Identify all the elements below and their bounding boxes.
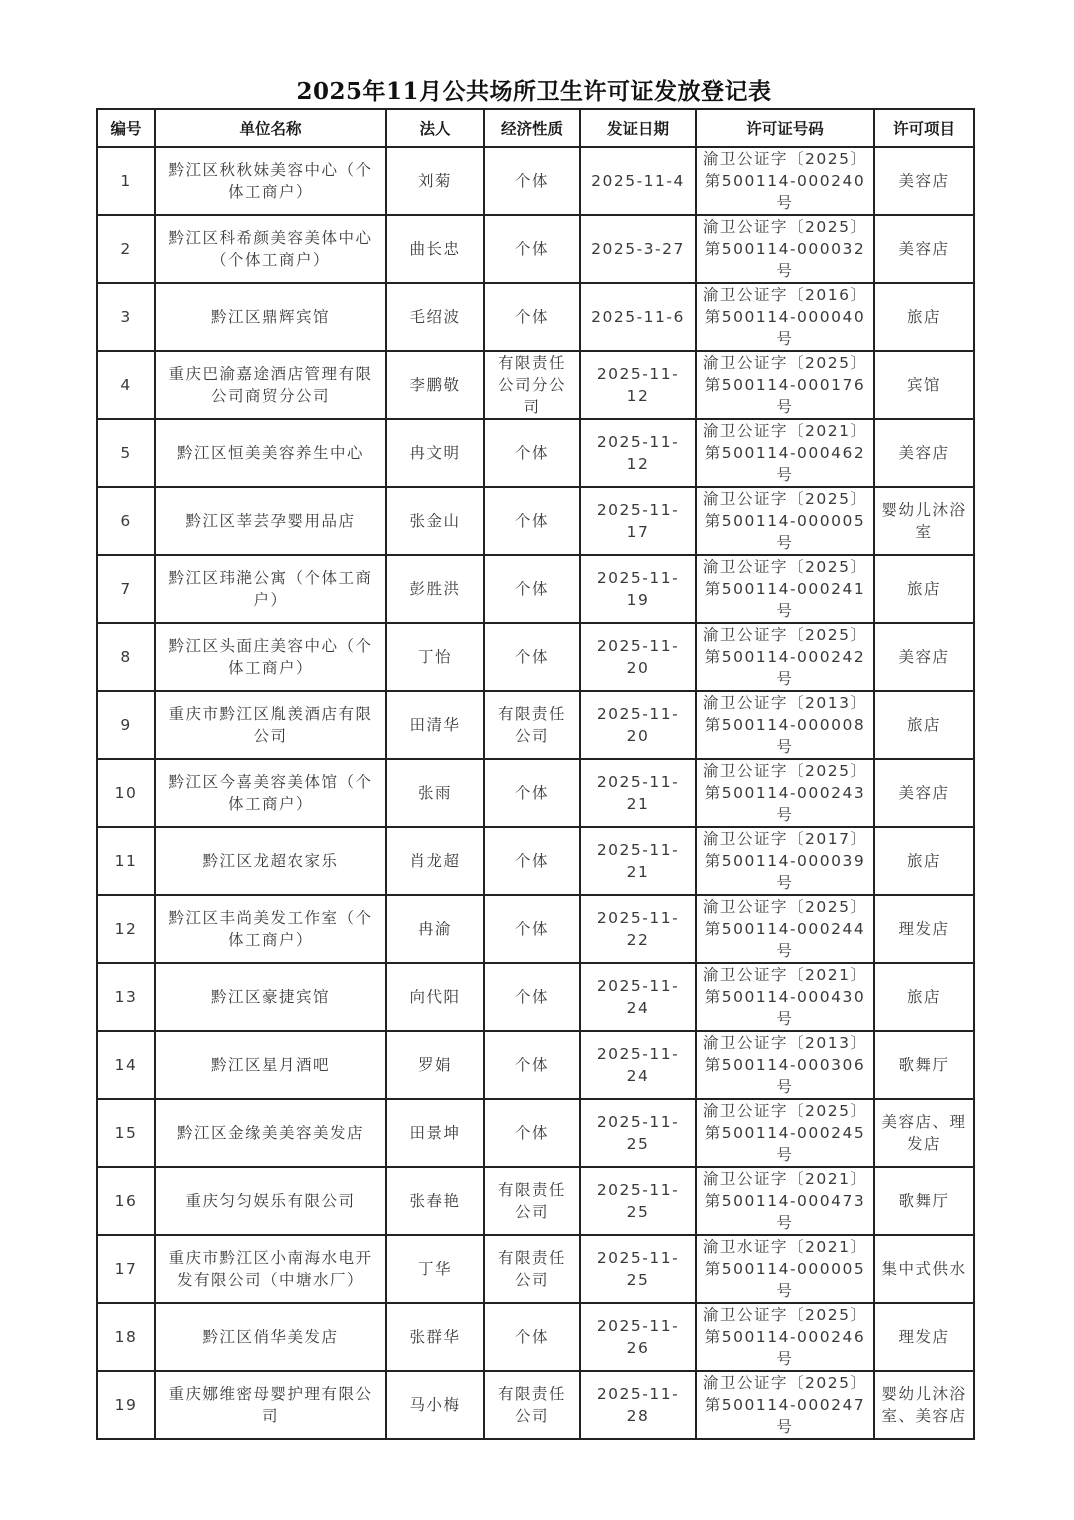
license-prefix: 渝卫公证字〔2021〕: [703, 966, 868, 984]
license-serial: 第500114-000306号: [704, 1056, 866, 1096]
license-number: [696, 1303, 874, 1371]
table-row: [97, 147, 974, 215]
table-body: [97, 147, 974, 1439]
license-prefix: 渝卫公证字〔2025〕: [703, 150, 868, 168]
row-number: 11: [97, 827, 155, 895]
unit-name: 黔江区恒美美容养生中心: [155, 419, 386, 487]
permit-item: 旅店: [874, 283, 974, 351]
issue-date: 2025-11-6: [580, 283, 696, 351]
license-serial: 第500114-000005号: [704, 1260, 866, 1300]
license-serial: 第500114-000244号: [704, 920, 866, 960]
issue-date: 2025-11-20: [580, 623, 696, 691]
col-header-license-number: 许可证号码: [696, 109, 874, 147]
page-title: 2025年11月公共场所卫生许可证发放登记表: [296, 78, 772, 105]
unit-name: 黔江区玮滟公寓（个体工商户）: [155, 555, 386, 623]
issue-date: 2025-11-22: [580, 895, 696, 963]
table-row: [97, 1031, 974, 1099]
economic-nature: 有限责任公司分公司: [484, 351, 580, 419]
table-row: [97, 1099, 974, 1167]
row-number: 8: [97, 623, 155, 691]
economic-nature: 个体: [484, 487, 580, 555]
permit-item: 美容店: [874, 623, 974, 691]
unit-name: 黔江区头面庄美容中心（个体工商户）: [155, 623, 386, 691]
legal-person: 马小梅: [386, 1371, 484, 1439]
row-number: 7: [97, 555, 155, 623]
legal-person: 曲长忠: [386, 215, 484, 283]
col-header-number: 编号: [97, 109, 155, 147]
license-prefix: 渝卫公证字〔2013〕: [703, 1034, 868, 1052]
license-number: [696, 555, 874, 623]
license-prefix: 渝卫公证字〔2025〕: [703, 558, 868, 576]
unit-name: 重庆市黔江区小南海水电开发有限公司（中塘水厂）: [155, 1235, 386, 1303]
permit-item: 婴幼儿沐浴室: [874, 487, 974, 555]
legal-person: 李鹏敬: [386, 351, 484, 419]
license-number: [696, 419, 874, 487]
unit-name: 黔江区龙超农家乐: [155, 827, 386, 895]
license-number: [696, 351, 874, 419]
license-serial: 第500114-000241号: [704, 580, 866, 620]
permit-item: 美容店: [874, 215, 974, 283]
license-number: [696, 1099, 874, 1167]
economic-nature: 个体: [484, 147, 580, 215]
table-row: [97, 283, 974, 351]
license-prefix: 渝卫公证字〔2025〕: [703, 626, 868, 644]
table-row: [97, 895, 974, 963]
table-row: [97, 351, 974, 419]
license-number: [696, 963, 874, 1031]
row-number: 10: [97, 759, 155, 827]
issue-date: 2025-11-20: [580, 691, 696, 759]
table-row: [97, 1167, 974, 1235]
issue-date: 2025-11-28: [580, 1371, 696, 1439]
license-number: [696, 895, 874, 963]
issue-date: 2025-11-26: [580, 1303, 696, 1371]
row-number: 18: [97, 1303, 155, 1371]
economic-nature: 个体: [484, 623, 580, 691]
issue-date: 2025-3-27: [580, 215, 696, 283]
legal-person: 肖龙超: [386, 827, 484, 895]
table-row: [97, 759, 974, 827]
table-row: [97, 1371, 974, 1439]
issue-date: 2025-11-25: [580, 1235, 696, 1303]
license-prefix: 渝卫公证字〔2025〕: [703, 218, 868, 236]
legal-person: 彭胜洪: [386, 555, 484, 623]
issue-date: 2025-11-25: [580, 1099, 696, 1167]
license-serial: 第500114-000039号: [704, 852, 866, 892]
economic-nature: 个体: [484, 827, 580, 895]
license-number: [696, 691, 874, 759]
license-prefix: 渝卫公证字〔2013〕: [703, 694, 868, 712]
row-number: 6: [97, 487, 155, 555]
license-serial: 第500114-000240号: [704, 172, 866, 212]
economic-nature: 个体: [484, 1099, 580, 1167]
issue-date: 2025-11-21: [580, 827, 696, 895]
row-number: 15: [97, 1099, 155, 1167]
license-serial: 第500114-000242号: [704, 648, 866, 688]
legal-person: 张金山: [386, 487, 484, 555]
license-prefix: 渝卫公证字〔2025〕: [703, 490, 868, 508]
unit-name: 重庆匀匀娱乐有限公司: [155, 1167, 386, 1235]
permit-item: 旅店: [874, 827, 974, 895]
table-row: [97, 691, 974, 759]
license-number: [696, 283, 874, 351]
permit-item: 美容店: [874, 759, 974, 827]
license-number: [696, 1235, 874, 1303]
economic-nature: 个体: [484, 215, 580, 283]
permit-item: 美容店: [874, 147, 974, 215]
unit-name: 黔江区金缘美美容美发店: [155, 1099, 386, 1167]
col-header-economic-nature: 经济性质: [484, 109, 580, 147]
legal-person: 丁怡: [386, 623, 484, 691]
row-number: 4: [97, 351, 155, 419]
table-row: [97, 827, 974, 895]
row-number: 2: [97, 215, 155, 283]
legal-person: 冉文明: [386, 419, 484, 487]
legal-person: 张雨: [386, 759, 484, 827]
economic-nature: 有限责任公司: [484, 691, 580, 759]
license-prefix: 渝卫公证字〔2017〕: [703, 830, 868, 848]
unit-name: 重庆巴渝嘉途酒店管理有限公司商贸分公司: [155, 351, 386, 419]
issue-date: 2025-11-19: [580, 555, 696, 623]
legal-person: 丁华: [386, 1235, 484, 1303]
unit-name: 黔江区莘芸孕婴用品店: [155, 487, 386, 555]
economic-nature: 有限责任公司: [484, 1371, 580, 1439]
legal-person: 向代阳: [386, 963, 484, 1031]
row-number: 1: [97, 147, 155, 215]
unit-name: 黔江区鼎辉宾馆: [155, 283, 386, 351]
legal-person: 毛绍波: [386, 283, 484, 351]
license-number: [696, 1031, 874, 1099]
table-header-row: [97, 109, 974, 147]
economic-nature: 个体: [484, 1031, 580, 1099]
unit-name: 黔江区科希颜美容美体中心（个体工商户）: [155, 215, 386, 283]
unit-name: 黔江区星月酒吧: [155, 1031, 386, 1099]
col-header-legal-person: 法人: [386, 109, 484, 147]
row-number: 13: [97, 963, 155, 1031]
row-number: 12: [97, 895, 155, 963]
issue-date: 2025-11-24: [580, 1031, 696, 1099]
license-number: [696, 215, 874, 283]
permit-item: 集中式供水: [874, 1235, 974, 1303]
row-number: 3: [97, 283, 155, 351]
row-number: 16: [97, 1167, 155, 1235]
permit-item: 美容店: [874, 419, 974, 487]
license-serial: 第500114-000176号: [704, 376, 866, 416]
unit-name: 黔江区豪捷宾馆: [155, 963, 386, 1031]
license-number: [696, 1371, 874, 1439]
table-row: [97, 963, 974, 1031]
table-row: [97, 1235, 974, 1303]
license-number: [696, 147, 874, 215]
license-prefix: 渝卫公证字〔2025〕: [703, 762, 868, 780]
permit-item: 歌舞厅: [874, 1167, 974, 1235]
legal-person: 罗娟: [386, 1031, 484, 1099]
legal-person: 张群华: [386, 1303, 484, 1371]
permit-item: 宾馆: [874, 351, 974, 419]
table-row: [97, 487, 974, 555]
license-number: [696, 827, 874, 895]
license-serial: 第500114-000473号: [704, 1192, 866, 1232]
license-prefix: 渝卫公证字〔2025〕: [703, 1374, 868, 1392]
row-number: 5: [97, 419, 155, 487]
issue-date: 2025-11-12: [580, 419, 696, 487]
license-prefix: 渝卫公证字〔2021〕: [703, 1170, 868, 1188]
license-prefix: 渝卫公证字〔2016〕: [703, 286, 868, 304]
license-serial: 第500114-000243号: [704, 784, 866, 824]
row-number: 14: [97, 1031, 155, 1099]
license-prefix: 渝卫公证字〔2025〕: [703, 1102, 868, 1120]
permit-item: 歌舞厅: [874, 1031, 974, 1099]
license-number: [696, 759, 874, 827]
table-row: [97, 419, 974, 487]
permit-item: 旅店: [874, 691, 974, 759]
row-number: 17: [97, 1235, 155, 1303]
license-serial: 第500114-000430号: [704, 988, 866, 1028]
economic-nature: 个体: [484, 283, 580, 351]
license-prefix: 渝卫公证字〔2025〕: [703, 1306, 868, 1324]
license-prefix: 渝卫公证字〔2025〕: [703, 354, 868, 372]
issue-date: 2025-11-17: [580, 487, 696, 555]
unit-name: 黔江区俏华美发店: [155, 1303, 386, 1371]
permit-register-table: [96, 108, 975, 1440]
col-header-permit-item: 许可项目: [874, 109, 974, 147]
table-row: [97, 1303, 974, 1371]
economic-nature: 个体: [484, 759, 580, 827]
permit-item: 婴幼儿沐浴室、美容店: [874, 1371, 974, 1439]
license-prefix: 渝卫公证字〔2025〕: [703, 898, 868, 916]
table-row: [97, 215, 974, 283]
license-serial: 第500114-000247号: [704, 1396, 866, 1436]
issue-date: 2025-11-21: [580, 759, 696, 827]
economic-nature: 个体: [484, 1303, 580, 1371]
license-serial: 第500114-000008号: [704, 716, 866, 756]
unit-name: 重庆市黔江区胤羡酒店有限公司: [155, 691, 386, 759]
legal-person: 田景坤: [386, 1099, 484, 1167]
unit-name: 黔江区今喜美容美体馆（个体工商户）: [155, 759, 386, 827]
legal-person: 张春艳: [386, 1167, 484, 1235]
issue-date: 2025-11-4: [580, 147, 696, 215]
permit-item: 旅店: [874, 963, 974, 1031]
license-number: [696, 487, 874, 555]
economic-nature: 个体: [484, 895, 580, 963]
license-prefix: 渝卫水证字〔2021〕: [703, 1238, 868, 1256]
unit-name: 重庆娜维密母婴护理有限公司: [155, 1371, 386, 1439]
legal-person: 田清华: [386, 691, 484, 759]
legal-person: 冉渝: [386, 895, 484, 963]
license-serial: 第500114-000246号: [704, 1328, 866, 1368]
economic-nature: 个体: [484, 555, 580, 623]
license-serial: 第500114-000462号: [704, 444, 866, 484]
permit-item: 理发店: [874, 895, 974, 963]
table-row: [97, 623, 974, 691]
permit-item: 美容店、理发店: [874, 1099, 974, 1167]
row-number: 19: [97, 1371, 155, 1439]
col-header-unit-name: 单位名称: [155, 109, 386, 147]
license-prefix: 渝卫公证字〔2021〕: [703, 422, 868, 440]
row-number: 9: [97, 691, 155, 759]
permit-item: 旅店: [874, 555, 974, 623]
license-serial: 第500114-000032号: [704, 240, 866, 280]
table-row: [97, 555, 974, 623]
economic-nature: 有限责任公司: [484, 1235, 580, 1303]
economic-nature: 有限责任公司: [484, 1167, 580, 1235]
legal-person: 刘菊: [386, 147, 484, 215]
unit-name: 黔江区丰尚美发工作室（个体工商户）: [155, 895, 386, 963]
license-serial: 第500114-000005号: [704, 512, 866, 552]
economic-nature: 个体: [484, 419, 580, 487]
license-number: [696, 623, 874, 691]
issue-date: 2025-11-25: [580, 1167, 696, 1235]
license-number: [696, 1167, 874, 1235]
issue-date: 2025-11-24: [580, 963, 696, 1031]
issue-date: 2025-11-12: [580, 351, 696, 419]
permit-item: 理发店: [874, 1303, 974, 1371]
col-header-issue-date: 发证日期: [580, 109, 696, 147]
license-serial: 第500114-000040号: [704, 308, 866, 348]
license-serial: 第500114-000245号: [704, 1124, 866, 1164]
economic-nature: 个体: [484, 963, 580, 1031]
unit-name: 黔江区秋秋妹美容中心（个体工商户）: [155, 147, 386, 215]
